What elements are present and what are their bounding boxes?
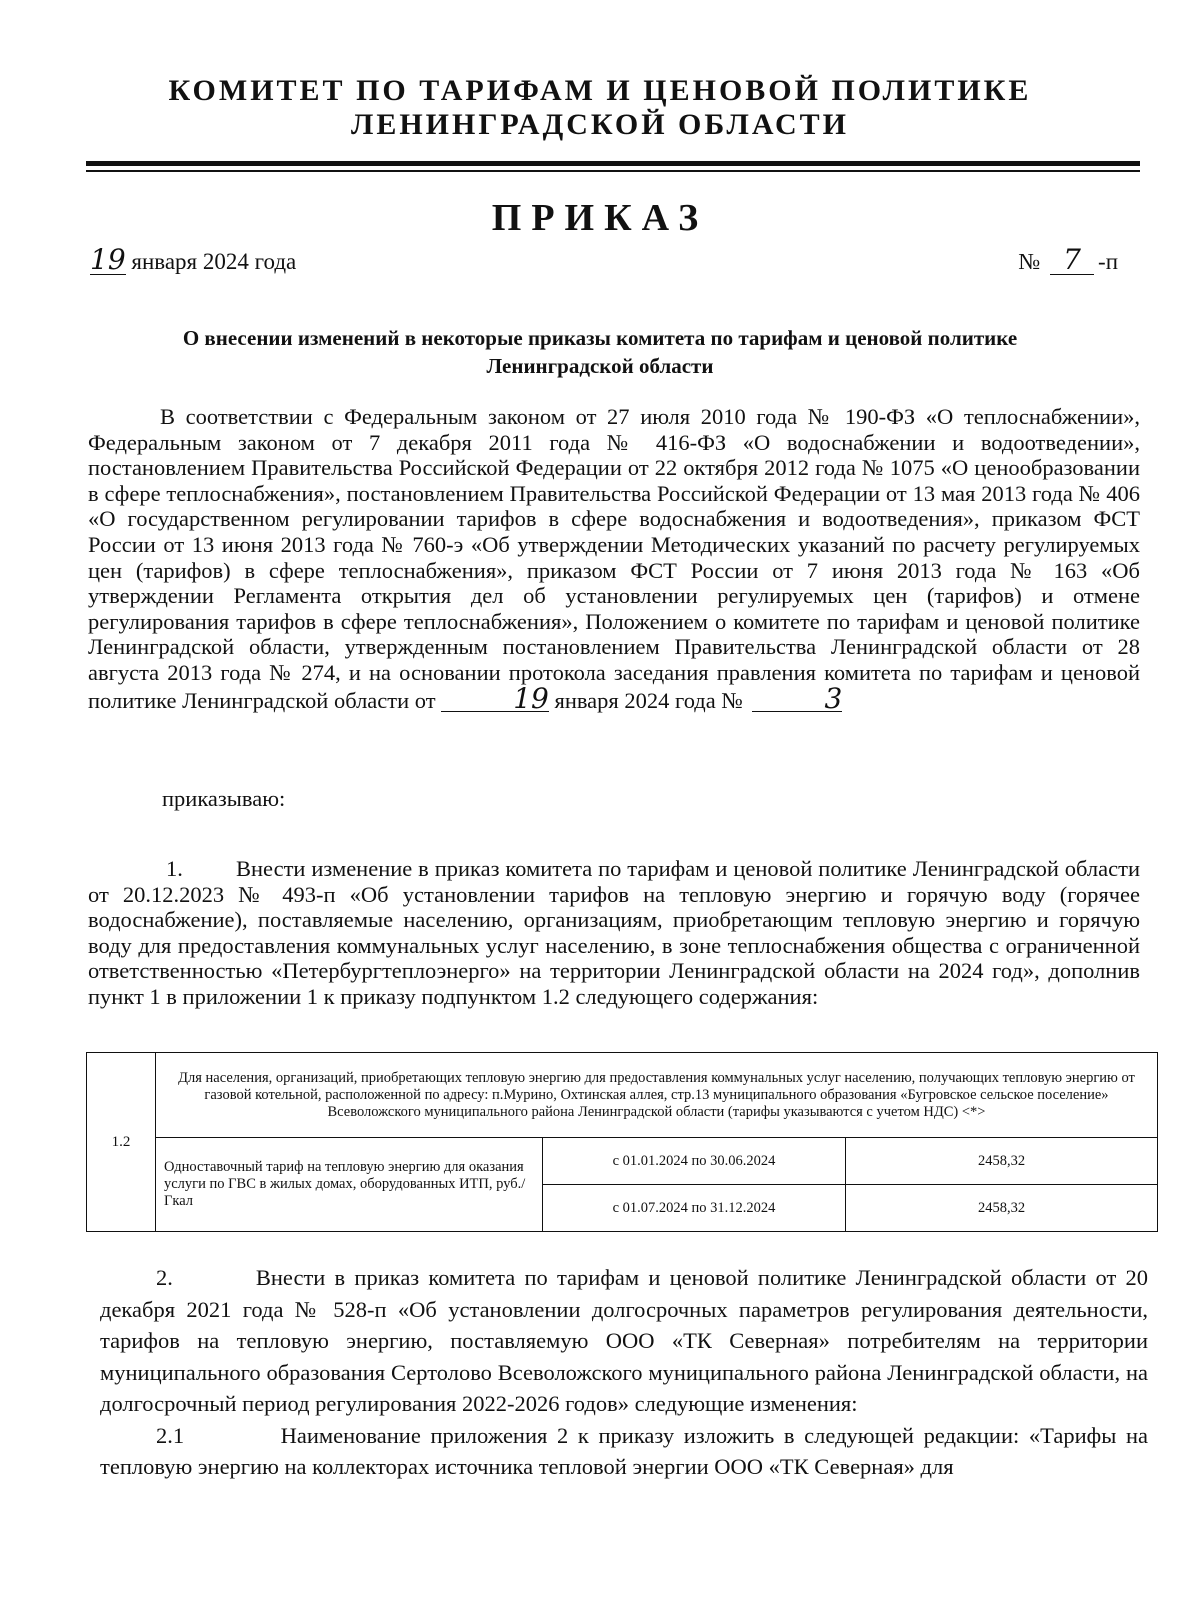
item-1-number: 1. [166,856,183,881]
item-2-paragraph [100,1262,1148,1420]
tariff-table [86,1052,1158,1232]
item-1-paragraph [88,856,1140,1010]
document-type-title: ПРИКАЗ [491,197,709,239]
table-row [87,1138,1158,1185]
item-1-text: Внести изменение в приказ комитета по тарифам и ценовой политике Ленинградской области от 20.12.2023 № 493-п «Об установлении тарифов на тепловую энергию и горячую воду (горячее водоснабжение), поставляемые населению, организациям, приобретающим тепловую энергию и горячую воду для предоставления коммунальных услуг населению, в зоне теплоснабжения общества с ограниченной ответственностью «Петербургтеплоэнерго» на территории Ленинградской области на 2024 год», дополнив пункт 1 в приложении 1 к приказу подпунктом 1.2 следующего содержания: [88,856,1140,1009]
handwritten-date-day: 19 [90,243,126,276]
organization-line-2: ЛЕНИНГРАДСКОЙ ОБЛАСТИ [350,108,850,141]
item-2-text: Внести в приказ комитета по тарифам и ценовой политике Ленинградской области от 20 декабря 2021 года № 528-п «Об установлении долгосрочных параметров регулирования деятельности, тарифов на тепловую энергию, поставляемую ООО «ТК Северная» потребителям на территории муниципального образования Сертолово Всеволожского муниципального района Ленинградской области, на долгосрочный период регулирования 2022-2026 годов» следующие изменения: [100,1265,1149,1416]
item-2-1-paragraph [100,1420,1148,1483]
number-prefix: № [1018,249,1041,274]
order-number [1018,243,1118,276]
item-2-1-number: 2.1 [156,1422,185,1448]
handwritten-order-number: 7 [1050,246,1094,275]
order-subject [100,324,1100,380]
item-2-block [100,1262,1148,1483]
tariff-value-cell: 2458,32 [846,1185,1158,1232]
organization-line-1: КОМИТЕТ ПО ТАРИФАМ И ЦЕНОВОЙ ПОЛИТИКЕ [168,74,1032,107]
organization-name [0,74,1200,142]
table-row [87,1053,1158,1138]
handwritten-protocol-number: 3 [752,686,842,713]
table-header-cell: Для населения, организаций, приобретающих тепловую энергию для предоставления коммунальных услуг населению, получающих тепловую энергию от газовой котельной, расположенной по адресу: п.Мурино, Охтинская аллея, стр.13 муниципального образования «Бугровское сельское поселение» Всеволожского муниципального района Ленинградской области (тарифы указываются с учетом НДС) <*> [156,1053,1158,1138]
preamble-block [88,404,1140,713]
protocol-date-text: января 2024 года № [554,687,743,713]
item-1-block [88,856,1140,1010]
item-2-1-text: Наименование приложения 2 к приказу изложить в следующей редакции: «Тарифы на тепловую энергию на коллекторах источника тепловой энергии ООО «ТК Северная» для [100,1422,1148,1479]
preamble-text: В соответствии с Федеральным законом от 27 июля 2010 года № 190-ФЗ «О теплоснабжении», Федеральным законом от 7 декабря 2011 года № 416-ФЗ «О водоснабжении и водоотведении», постановлением Правительства Российской Федерации от 22 октября 2012 года № 1075 «О ценообразовании в сфере теплоснабжения», постановлением Правительства Российской Федерации от 13 мая 2013 года № 406 «О государственном регулировании тарифов в сфере водоснабжения и водоотведения», приказом ФСТ России от 13 июня 2013 года № 760-э «Об утверждении Методических указаний по расчету регулируемых цен (тарифов) в сфере теплоснабжения», приказом ФСТ России от 7 июня 2013 года № 163 «Об утверждении Регламента открытия дел об установлении регулируемых цен (тарифов) и отмене регулирования тарифов в сфере теплоснабжения», Положением о комитете по тарифам и ценовой политике Ленинградской области, утвержденным постановлением Правительства Ленинградской области от 28 августа 2013 года № 274, и на основании протокола заседания правления комитета по тарифам и ценовой политике Ленинградской области от [88,404,1140,713]
handwritten-protocol-day: 19 [441,686,549,713]
item-2-number: 2. [156,1265,173,1290]
period-cell: с 01.01.2024 по 30.06.2024 [543,1138,846,1185]
tariff-label-cell: Одноставочный тариф на тепловую энергию для оказания услуги по ГВС в жилых домах, оборудованных ИТП, руб./Гкал [156,1138,543,1232]
tariff-value-cell: 2458,32 [846,1138,1158,1185]
order-date [90,243,297,276]
order-word: приказываю: [162,786,286,811]
header-rule-thin [86,170,1140,172]
subject-line-2: Ленинградской области [486,354,714,378]
date-month-year: января 2024 года [131,249,297,274]
table-row-number: 1.2 [87,1053,156,1232]
period-cell: с 01.07.2024 по 31.12.2024 [543,1185,846,1232]
preamble-paragraph [88,404,1140,713]
number-suffix: -п [1098,249,1118,274]
header-rule-thick [86,161,1140,166]
subject-line-1: О внесении изменений в некоторые приказы комитета по тарифам и ценовой политике [182,326,1018,350]
